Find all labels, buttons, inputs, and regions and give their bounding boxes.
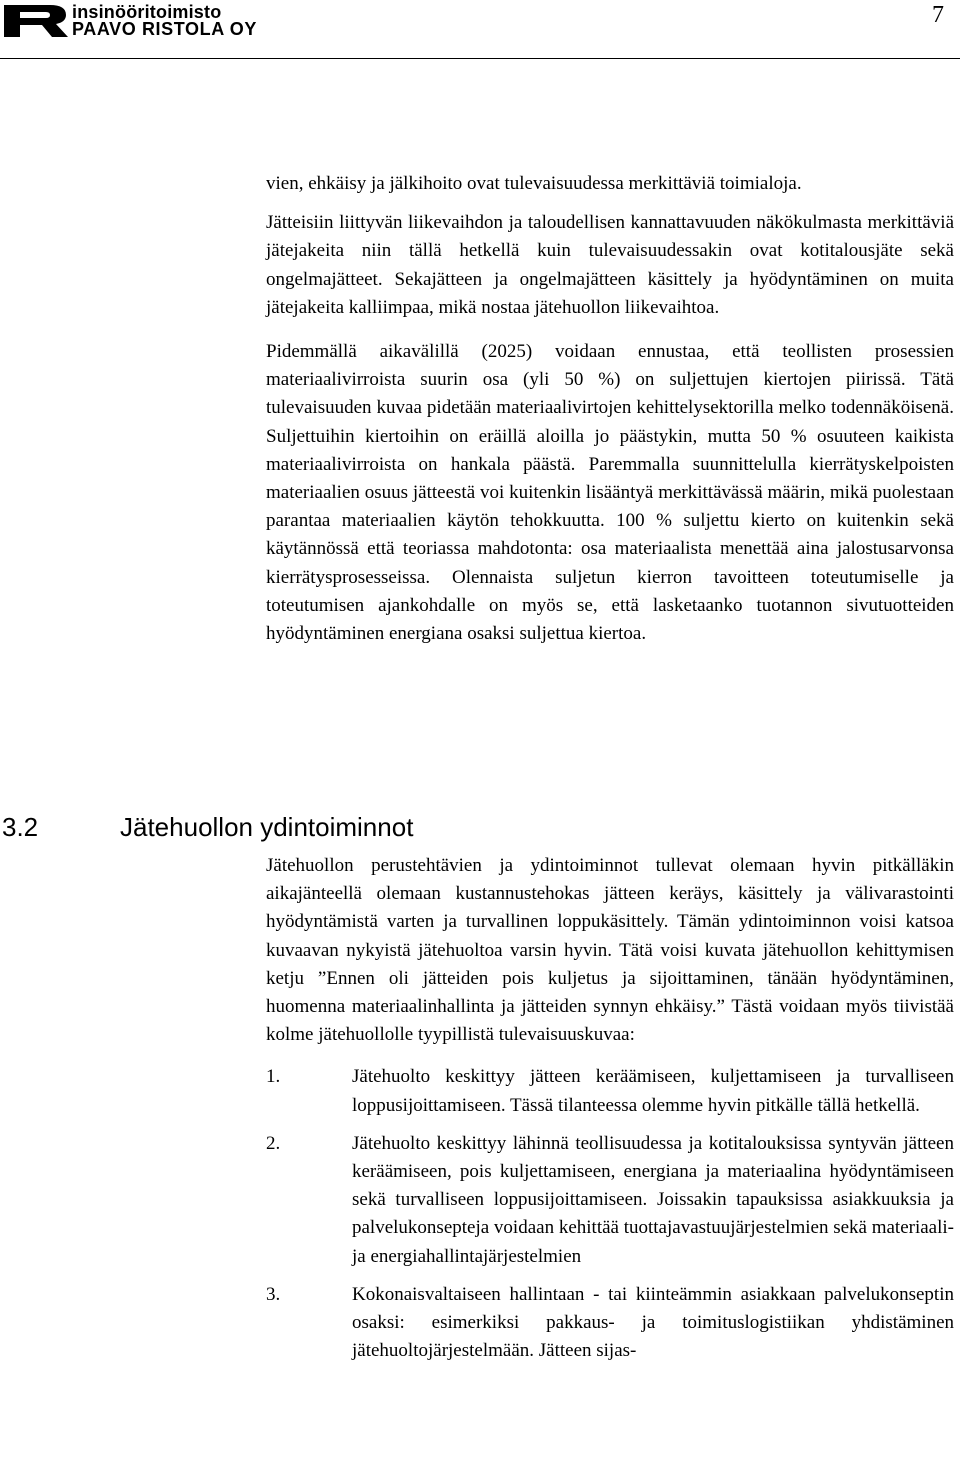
list-item-number: 2. (266, 1132, 281, 1154)
section-number: 3.2 (2, 812, 39, 842)
logo-text-line2: PAAVO RISTOLA OY (72, 19, 257, 39)
header-divider (0, 58, 960, 59)
scenario-list (266, 1063, 954, 1365)
body-text-top (266, 170, 954, 648)
section-intro: Jätehuollon perustehtävien ja ydintoiminnot tullevat olemaan hyvin pitkälläkin aikajänteellä olemaan kustannustehokas jätteen keräys, käsittely ja välivarastointi hyödyntämistä varten ja turvallinen loppukäsittely. Tämän ydintoiminnon voisi katsoa kuvaavan nykyistä jätehuoltoa varsin hyvin. Tätä voisi kuvata jätehuollon kehittymisen ketju ”Ennen oli jätteiden pois kuljetus ja sijoittaminen, tänään hyödyntäminen, huomenna materiaalinhallinta ja jätteiden synnyn ehkäisy.” Tästä voidaan myös tiivistää kolme jätehuollolle tyypillistä tulevaisuuskuvaa: (266, 855, 954, 1046)
list-item (266, 1063, 954, 1119)
section-title: Jätehuollon ydintoiminnot (120, 812, 414, 842)
list-item (266, 1130, 954, 1271)
page-number: 7 (932, 2, 944, 28)
list-item-number: 3. (266, 1283, 281, 1305)
logo-r-mark-icon (4, 5, 70, 37)
paragraph: Jätteisiin liittyvän liikevaihdon ja taloudellisen kannattavuuden näkökulmasta merkittäviä jätejakeita niin tällä hetkellä kuin tulevaisuudessakin ovat kotitalousjäte sekä ongelmajätteet. Sekajätteen ja ongelmajätteen käsittely ja hyödyntäminen on muita jätejakeita kalliimpaa, mikä nostaa jätehuollon liikevaihtoa. (266, 212, 954, 318)
paragraph: Pidemmällä aikavälillä (2025) voidaan ennustaa, että teollisten prosessien materiaalivirroista suurin osa (yli 50 %) on suljettujen kiertojen piirissä. Tätä tulevaisuuden kuvaa pidetään materiaalivirtojen kehittelysektorilla melko todennäköisenä. Suljettuihin kiertoihin on eräillä aloilla jo päästykin, mutta 50 % osuuteen kaikista materiaalivirroista on hankala päästä. Paremmalla suunnittelulla kierrätyskelpoisten materiaalien osuus jätteestä voi kuitenkin lisääntyä merkittävässä määrin, mikä puolestaan parantaa materiaalien käytön tehokkuutta. 100 % suljettu kierto on kuitenkin sekä käytännössä että teoriassa mahdotonta: osa materiaalista menettää aina jalostusarvonsa kierrätysprosesseissa. Olennaista suljetun kierron tavoitteen toteutumiselle ja toteutumisen ajankohdalle on myös se, että lasketaanko tuotannon sivutuotteiden hyödyntäminen energiana osaksi suljettua kiertoa. (266, 341, 954, 645)
section-heading (2, 812, 413, 843)
paragraph: vien, ehkäisy ja jälkihoito ovat tulevaisuudessa merkittäviä toimialoja. (266, 173, 802, 194)
list-item-text: Jätehuolto keskittyy jätteen keräämiseen, kuljettamiseen ja turvalliseen loppusijoittamiseen. Tässä tilanteessa olemme hyvin pitkälle tällä hetkellä. (352, 1066, 954, 1116)
section-body (266, 852, 954, 1375)
list-item-text: Jätehuolto keskittyy lähinnä teollisuudessa ja kotitalouksissa syntyvän jätteen keräämiseen, pois kuljettamiseen, energiana ja materiaalina hyödyntämiseen sekä turvalliseen loppusijoittamiseen. Joissakin tapauksissa asiakkuuksia ja palvelukonsepteja voidaan kehittää tuottajavastuujärjestelmien sekä materiaali- ja energiahallintajärjestelmien (352, 1132, 954, 1267)
list-item-number: 1. (266, 1066, 281, 1088)
page-header (0, 0, 960, 60)
list-item-text: Kokonaisvaltaiseen hallintaan - tai kiinteämmin asiakkaan palvelukonseptin osaksi: esimerkiksi pakkaus- ja toimituslogistiikan yhdistäminen jätehuoltojärjestelmään. Jätteen sijas- (352, 1283, 954, 1362)
company-logo (2, 2, 292, 38)
logo-text-line1: insinööritoimisto (72, 2, 222, 22)
list-item (266, 1281, 954, 1366)
